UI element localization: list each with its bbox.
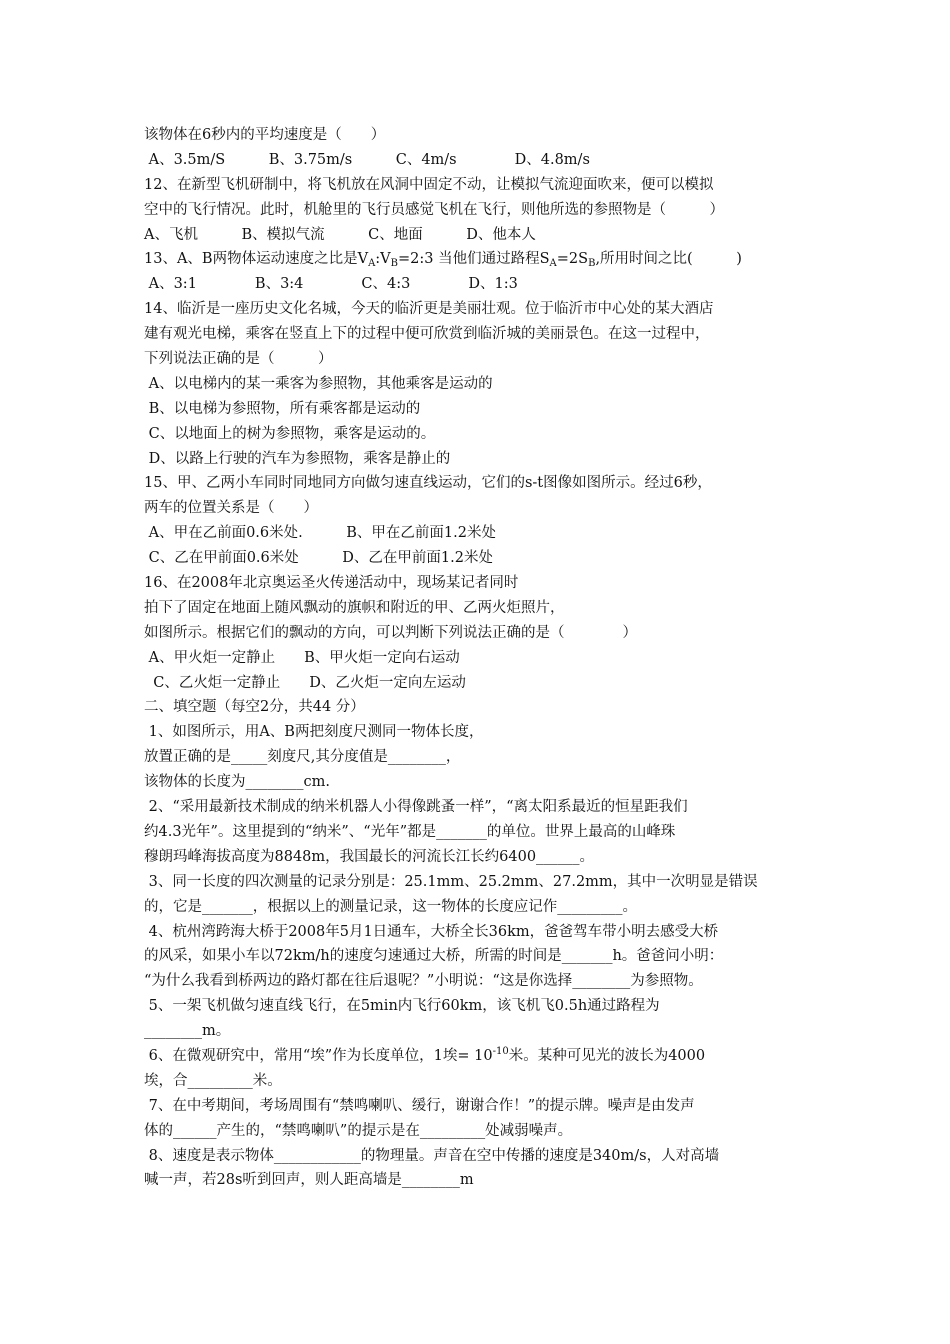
q15-options-ab: A、甲在乙前面0.6米处. B、甲在乙前面1.2米处 — [144, 525, 496, 542]
q14-option-a: A、以电梯内的某一乘客为参照物，其他乘客是运动的 — [144, 375, 493, 392]
fill-q4-line-2: 的风采，如果小车以72km/h的速度匀速通过大桥，所需的时间是_______h。爸爸问小明： — [144, 948, 724, 965]
q16-stem-3: 如图所示。根据它们的飘动的方向，可以判断下列说法正确的是（ ） — [144, 624, 637, 641]
q12-options: A、飞机 B、模拟气流 C、地面 D、他本人 — [144, 226, 536, 243]
q15-options-cd: C、乙在甲前面0.6米处 D、乙在甲前面1.2米处 — [144, 550, 493, 567]
exam-page — [144, 123, 814, 1193]
fill-q7-line-1: 7、在中考期间，考场周围有“禁鸣喇叭、缓行，谢谢合作！”的提示牌。噪声是由发声 — [144, 1097, 695, 1114]
q11-options: A、3.5m/S B、3.75m/s C、4m/s D、4.8m/s — [144, 151, 590, 168]
fill-q1-line-1: 1、如图所示，用A、B两把刻度尺测同一物体长度， — [144, 724, 484, 741]
fill-q1-line-2: 放置正确的是_____刻度尺,其分度值是________， — [144, 749, 461, 766]
fill-q3-line-2: 的，它是_______，根据以上的测量记录，这一物体的长度应记作_________。 — [144, 898, 637, 915]
fill-q8-line-1: 8、速度是表示物体____________的物理量。声音在空中传播的速度是340m/s，人对高墙 — [144, 1147, 720, 1164]
q12-stem-2: 空中的飞行情况。此时，机舱里的飞行员感觉飞机在飞行，则他所选的参照物是（ ） — [144, 201, 724, 218]
fill-q7-line-2: 体的______产生的，“禁鸣喇叭”的提示是在_________处减弱噪声。 — [144, 1122, 573, 1139]
fill-q4-line-3: “为什么我看到桥两边的路灯都在往后退呢？”小明说：“这是你选择________为参照物。 — [144, 973, 703, 990]
fill-q6-line-2: 埃，合_________米。 — [144, 1072, 282, 1089]
q16-options-cd: C、乙火炬一定静止 D、乙火炬一定向左运动 — [144, 674, 466, 691]
q13-options: A、3:1 B、3:4 C、4:3 D、1:3 — [144, 276, 518, 293]
q16-stem-1: 16、在2008年北京奥运圣火传递活动中，现场某记者同时 — [144, 575, 519, 592]
q16-options-ab: A、甲火炬一定静止 B、甲火炬一定向右运动 — [144, 649, 460, 666]
fill-q5-line-1: 5、一架飞机做匀速直线飞行，在5min内飞行60km，该飞机飞0.5h通过路程为 — [144, 998, 660, 1015]
q11-stem-tail: 该物体在6秒内的平均速度是（ ） — [144, 127, 386, 143]
fill-q5-line-2: ________m。 — [144, 1023, 231, 1040]
q12-stem-1: 12、在新型飞机研制中，将飞机放在风洞中固定不动，让模拟气流迎面吹来，便可以模拟 — [144, 176, 714, 193]
fill-q6-line-1: 6、在微观研究中，常用“埃”作为长度单位，1埃= $10^{-10}$米。某种可见光的波长为4000 — [144, 1045, 706, 1064]
q13-stem: 13、A、B两物体运动速度之比是$V_A:V_B=2:3$ 当他们通过路程$S_A=2S_B$,所用时间之比( ) — [144, 251, 742, 270]
fill-q2-line-2: 约4.3光年”。这里提到的“纳米”、“光年”都是_______的单位。世界上最高的山峰珠 — [144, 823, 676, 840]
q14-option-c: C、以地面上的树为参照物，乘客是运动的。 — [144, 425, 436, 442]
q14-stem-1: 14、临沂是一座历史文化名城，今天的临沂更是美丽壮观。位于临沂市中心处的某大酒店 — [144, 301, 714, 318]
q14-option-d: D、以路上行驶的汽车为参照物，乘客是静止的 — [144, 450, 451, 467]
q16-stem-2: 拍下了固定在地面上随风飘动的旗帜和附近的甲、乙两火炬照片， — [144, 599, 565, 616]
fill-q3-line-1: 3、同一长度的四次测量的记录分别是：25.1mm、25.2mm、27.2mm，其中一次明显是错误 — [144, 873, 758, 890]
fill-q4-line-1: 4、杭州湾跨海大桥于2008年5月1日通车，大桥全长36km，爸爸驾车带小明去感受大桥 — [144, 923, 719, 940]
q14-stem-2: 建有观光电梯，乘客在竖直上下的过程中便可欣赏到临沂城的美丽景色。在这一过程中， — [144, 326, 710, 343]
fill-q8-line-2: 喊一声，若28s听到回声，则人距高墙是________m — [144, 1172, 474, 1189]
fill-q2-line-3: 穆朗玛峰海拔高度为8848m，我国最长的河流长江长约6400______。 — [144, 848, 595, 865]
fill-q1-line-3: 该物体的长度为________cm. — [144, 774, 330, 791]
q15-stem-2: 两车的位置关系是（ ） — [144, 500, 318, 517]
q14-stem-3: 下列说法正确的是（ ） — [144, 351, 333, 368]
fill-q2-line-1: 2、“采用最新技术制成的纳米机器人小得像跳蚤一样”，“离太阳系最近的恒星距我们 — [144, 799, 688, 816]
q14-option-b: B、以电梯为参照物，所有乘客都是运动的 — [144, 400, 421, 417]
section-fill-blank-title: 二、填空题（每空2分，共44 分） — [144, 699, 365, 716]
q15-stem-1: 15、甲、乙两小车同时同地同方向做匀速直线运动，它们的s-t图像如图所示。经过6秒， — [144, 475, 712, 492]
